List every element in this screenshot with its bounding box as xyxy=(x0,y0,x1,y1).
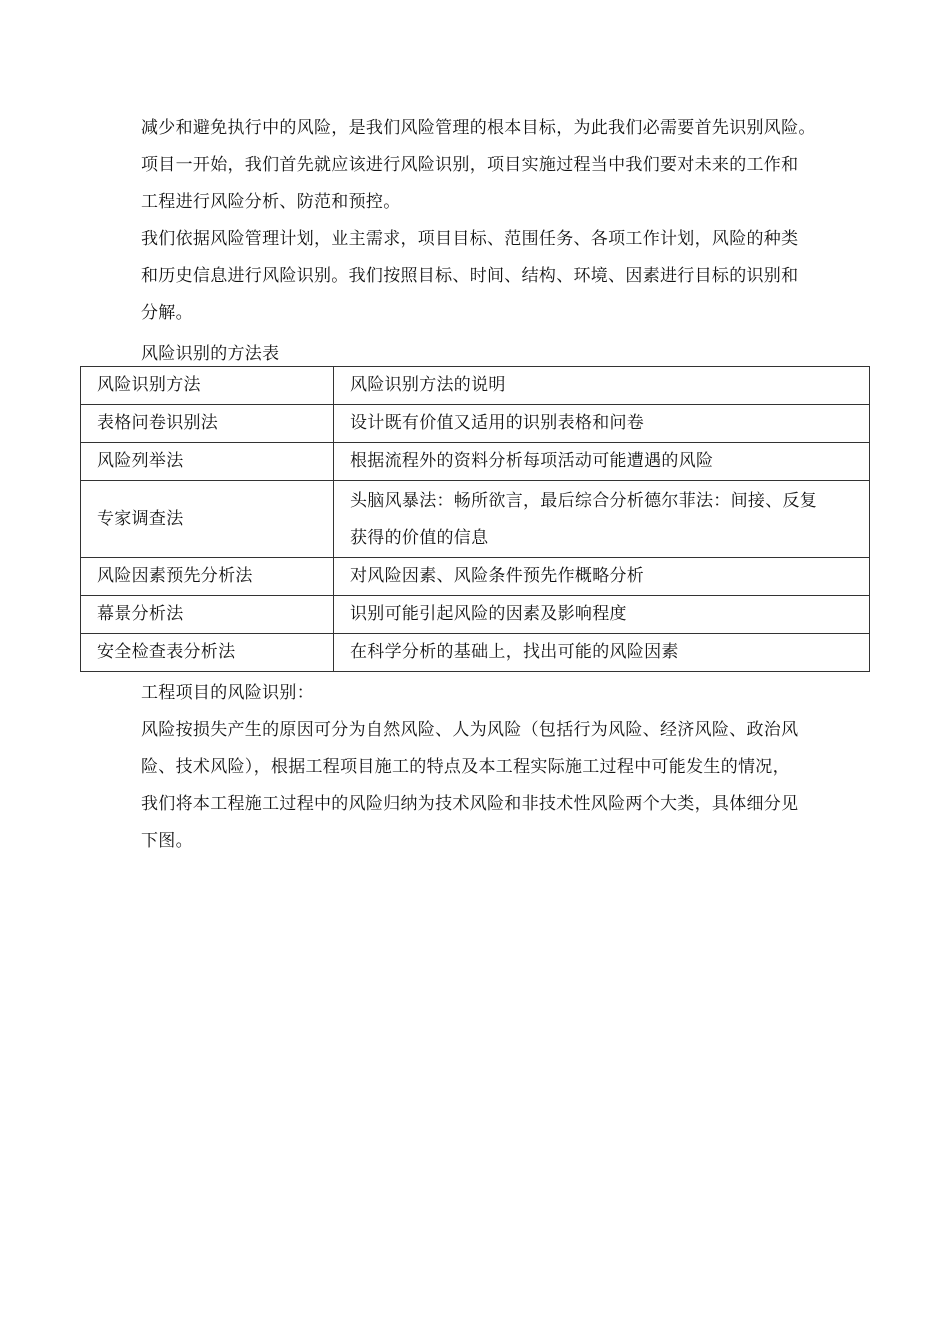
table-row xyxy=(81,596,870,634)
description-cell: 在科学分析的基础上，找出可能的风险因素 xyxy=(334,634,870,672)
intro-line: 和历史信息进行风险识别。我们按照目标、时间、结构、环境、因素进行目标的识别和 xyxy=(141,266,799,286)
method-cell: 安全检查表分析法 xyxy=(81,634,334,672)
intro-line: 工程进行风险分析、防范和预控。 xyxy=(141,192,401,212)
table-caption: 风险识别的方法表 xyxy=(141,344,280,364)
description-line: 获得的价值的信息 xyxy=(350,528,489,548)
method-cell: 表格问卷识别法 xyxy=(81,405,334,443)
header-method-cell: 风险识别方法 xyxy=(81,367,334,405)
table-row xyxy=(81,634,870,672)
table-header-row xyxy=(81,367,870,405)
intro-line: 减少和避免执行中的风险，是我们风险管理的根本目标，为此我们必需要首先识别风险。 xyxy=(141,118,816,138)
description-line: 头脑风暴法：畅所欲言，最后综合分析德尔菲法：间接、反复 xyxy=(350,491,818,511)
method-cell: 风险因素预先分析法 xyxy=(81,558,334,596)
description-cell xyxy=(334,481,870,558)
table-row xyxy=(81,558,870,596)
table-row xyxy=(81,443,870,481)
project-line: 风险按损失产生的原因可分为自然风险、人为风险（包括行为风险、经济风险、政治风 xyxy=(141,720,799,740)
method-cell: 风险列举法 xyxy=(81,443,334,481)
description-cell: 根据流程外的资料分析每项活动可能遭遇的风险 xyxy=(334,443,870,481)
project-risk-heading: 工程项目的风险识别： xyxy=(141,683,314,703)
project-line: 我们将本工程施工过程中的风险归纳为技术风险和非技术性风险两个大类，具体细分见 xyxy=(141,794,799,814)
intro-paragraphs xyxy=(141,110,881,332)
project-risk-paragraph xyxy=(141,712,881,860)
table-row xyxy=(81,481,870,558)
risk-method-table xyxy=(80,366,870,672)
intro-line: 我们依据风险管理计划，业主需求，项目目标、范围任务、各项工作计划，风险的种类 xyxy=(141,229,799,249)
table-row xyxy=(81,405,870,443)
header-description-cell: 风险识别方法的说明 xyxy=(334,367,870,405)
description-cell: 识别可能引起风险的因素及影响程度 xyxy=(334,596,870,634)
project-line: 险、技术风险），根据工程项目施工的特点及本工程实际施工过程中可能发生的情况， xyxy=(141,757,790,777)
description-cell: 对风险因素、风险条件预先作概略分析 xyxy=(334,558,870,596)
intro-line: 项目一开始，我们首先就应该进行风险识别，项目实施过程当中我们要对未来的工作和 xyxy=(141,155,799,175)
description-cell: 设计既有价值又适用的识别表格和问卷 xyxy=(334,405,870,443)
intro-line: 分解。 xyxy=(141,303,193,323)
project-line: 下图。 xyxy=(141,831,193,851)
method-cell: 幕景分析法 xyxy=(81,596,334,634)
method-cell: 专家调查法 xyxy=(81,481,334,558)
